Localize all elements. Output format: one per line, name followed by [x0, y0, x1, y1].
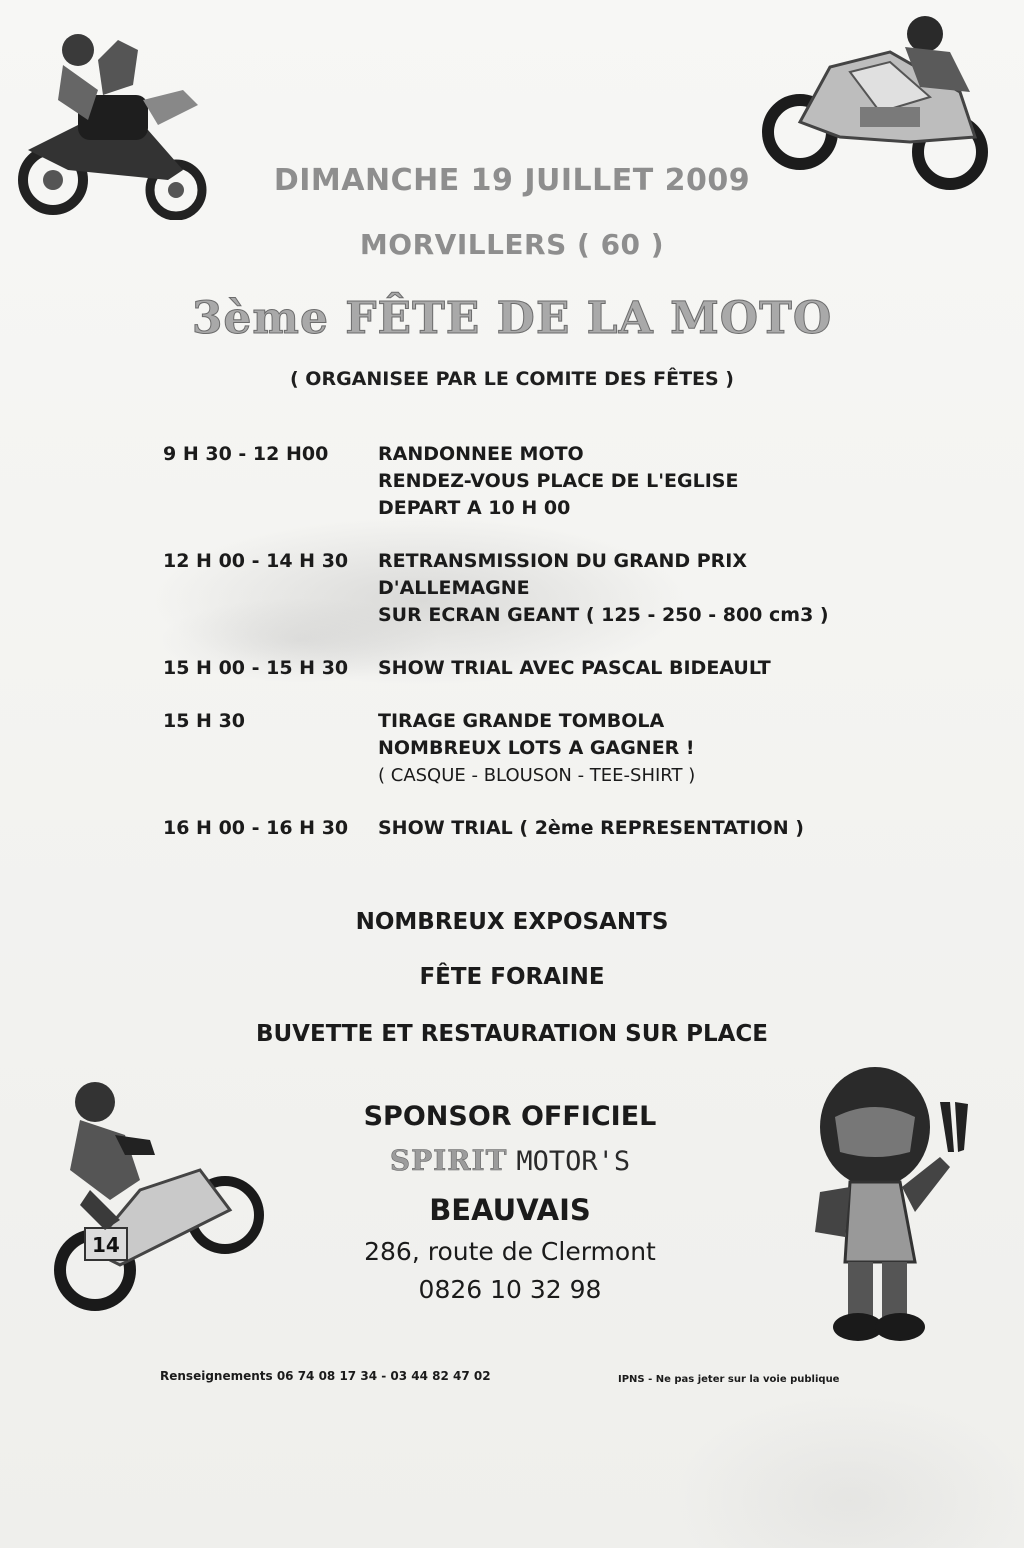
- plate-number: 14: [92, 1233, 120, 1257]
- schedule-line: RETRANSMISSION DU GRAND PRIX: [378, 550, 748, 572]
- schedule-line: SUR ECRAN GEANT ( 125 - 250 - 800 cm3 ): [378, 604, 829, 626]
- schedule-row: [163, 708, 883, 789]
- schedule-description: [378, 708, 695, 789]
- schedule-row: [163, 441, 883, 522]
- sponsor-label: SPONSOR OFFICIEL: [363, 1101, 657, 1132]
- sponsor-city: BEAUVAIS: [429, 1193, 591, 1227]
- event-place: MORVILLERS ( 60 ): [359, 228, 665, 261]
- schedule-time: 12 H 00 - 14 H 30: [163, 550, 349, 572]
- schedule-line: SHOW TRIAL AVEC PASCAL BIDEAULT: [378, 657, 771, 679]
- extra-funfair: FÊTE FORAINE: [419, 964, 605, 990]
- schedule-row: [163, 815, 883, 842]
- schedule-line: DEPART A 10 H 00: [378, 497, 571, 519]
- extra-catering: BUVETTE ET RESTAURATION SUR PLACE: [255, 1021, 769, 1047]
- extra-exhibitors: NOMBREUX EXPOSANTS: [355, 909, 669, 935]
- schedule-description: [378, 655, 771, 682]
- schedule-row: [163, 655, 883, 682]
- sponsor-phone: 0826 10 32 98: [418, 1275, 602, 1304]
- schedule-time: 15 H 00 - 15 H 30: [163, 657, 349, 679]
- helmeted-biker-peace-sign-icon: [790, 1062, 990, 1352]
- sponsor-name-part2: MOTOR'S: [516, 1146, 631, 1177]
- schedule-line: ( CASQUE - BLOUSON - TEE-SHIRT ): [378, 765, 696, 786]
- schedule-line: TIRAGE GRANDE TOMBOLA: [378, 710, 665, 732]
- sponsor-name: [260, 1144, 760, 1177]
- schedule-line: RANDONNEE MOTO: [378, 443, 584, 465]
- schedule-time: 16 H 00 - 16 H 30: [163, 817, 349, 839]
- schedule-time: 15 H 30: [163, 710, 246, 732]
- schedule-description: [378, 548, 829, 629]
- event-organiser: ( ORGANISEE PAR LE COMITE DES FÊTES ): [290, 368, 734, 390]
- sponsor-address: 286, route de Clermont: [364, 1237, 656, 1266]
- schedule-description: [378, 441, 738, 522]
- schedule-line: D'ALLEMAGNE: [378, 577, 530, 599]
- schedule-line: SHOW TRIAL ( 2ème REPRESENTATION ): [378, 817, 804, 839]
- footer-notice: IPNS - Ne pas jeter sur la voie publique: [618, 1374, 840, 1385]
- schedule-line: RENDEZ-VOUS PLACE DE L'EGLISE: [378, 470, 739, 492]
- schedule-row: [163, 548, 883, 629]
- footer-info: Renseignements 06 74 08 17 34 - 03 44 82 47 02: [160, 1369, 491, 1383]
- schedule-description: [378, 815, 804, 842]
- event-title: 3ème FÊTE DE LA MOTO: [191, 293, 833, 344]
- dirt-bike-wheelie-icon: [30, 1080, 270, 1320]
- event-date: DIMANCHE 19 JUILLET 2009: [273, 163, 751, 198]
- sponsor-name-part1: SPIRIT: [389, 1144, 508, 1177]
- schedule: [163, 441, 883, 868]
- schedule-line: NOMBREUX LOTS A GAGNER !: [378, 737, 695, 759]
- schedule-time: 9 H 30 - 12 H00: [163, 443, 329, 465]
